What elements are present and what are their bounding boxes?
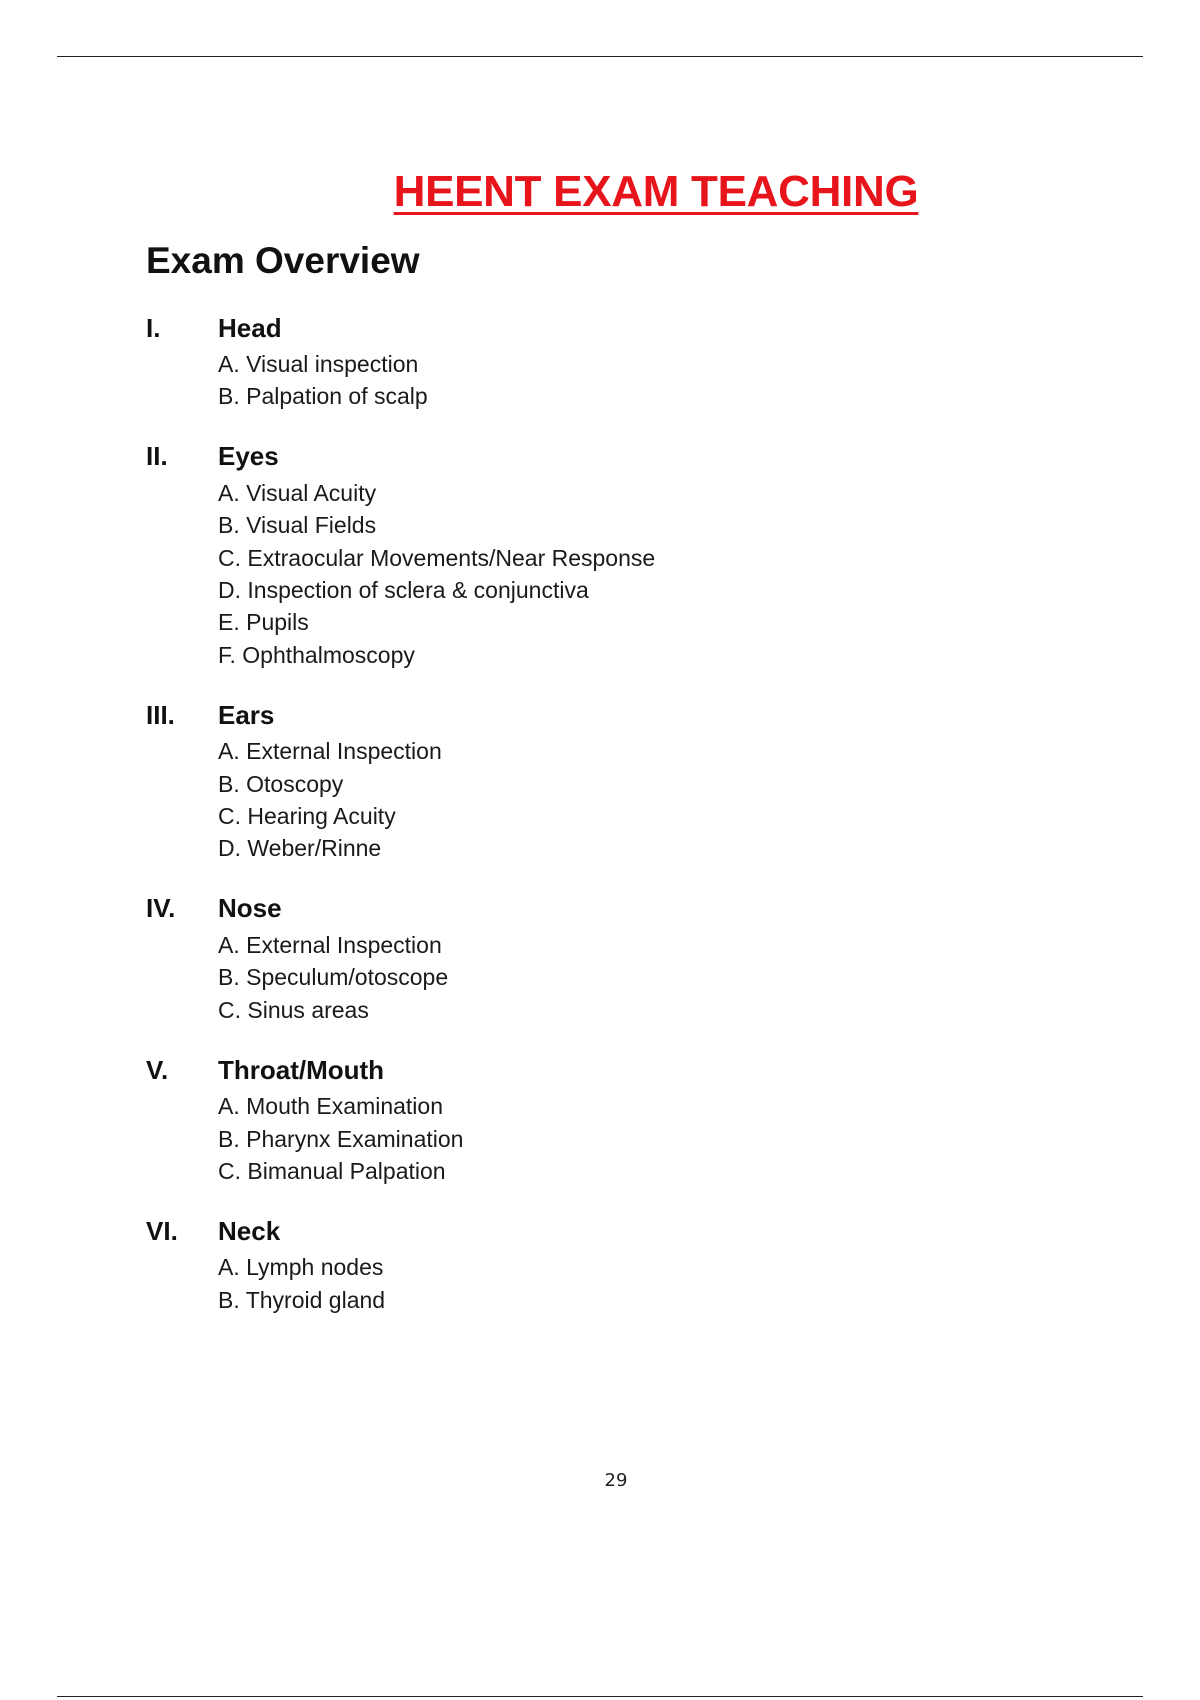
list-item: C. Hearing Acuity	[218, 803, 396, 830]
section-header	[146, 695, 1046, 735]
outline-section-throat-mouth	[146, 1050, 1046, 1187]
section-title: Nose	[218, 893, 282, 924]
exam-outline	[146, 308, 1046, 1340]
section-title: Throat/Mouth	[218, 1054, 385, 1085]
document-title: HEENT EXAM TEACHING	[393, 167, 919, 216]
outline-section-nose	[146, 889, 1046, 1026]
list-item: C. Extraocular Movements/Near Response	[218, 544, 656, 571]
list-item: A. External Inspection	[218, 931, 442, 958]
section-numeral: IV.	[146, 893, 176, 924]
list-item: A. External Inspection	[218, 738, 442, 765]
list-item: B. Thyroid gland	[218, 1286, 386, 1313]
list-item: A. Lymph nodes	[218, 1254, 384, 1281]
list-item: C. Sinus areas	[218, 996, 369, 1023]
bottom-rule	[57, 1696, 1143, 1697]
list-item: B. Pharynx Examination	[218, 1125, 464, 1152]
outline-section-neck	[146, 1211, 1046, 1316]
list-item: A. Visual Acuity	[218, 479, 377, 506]
list-item: B. Otoscopy	[218, 770, 344, 797]
list-item: B. Visual Fields	[218, 512, 377, 539]
outline-section-head	[146, 308, 1046, 413]
section-header	[146, 889, 1046, 929]
list-item: E. Pupils	[218, 609, 309, 636]
section-title: Head	[218, 312, 282, 343]
section-title: Neck	[218, 1215, 281, 1246]
list-item: C. Bimanual Palpation	[218, 1157, 446, 1184]
section-numeral: V.	[146, 1054, 169, 1085]
section-items	[146, 929, 1046, 1026]
list-item: F. Ophthalmoscopy	[218, 641, 415, 668]
exam-overview-heading: Exam Overview	[146, 240, 420, 281]
list-item: D. Inspection of sclera & conjunctiva	[218, 577, 589, 604]
section-items	[146, 1251, 1046, 1316]
outline-section-eyes	[146, 437, 1046, 671]
outline-section-ears	[146, 695, 1046, 865]
list-item: B. Speculum/otoscope	[218, 964, 449, 991]
section-title: Ears	[218, 699, 275, 730]
section-items	[146, 348, 1046, 413]
section-items	[146, 1090, 1046, 1187]
section-title: Eyes	[218, 441, 279, 472]
section-numeral: VI.	[146, 1215, 178, 1246]
section-numeral: II.	[146, 441, 168, 472]
section-items	[146, 477, 1046, 671]
top-rule	[57, 56, 1143, 57]
section-header	[146, 437, 1046, 477]
section-header	[146, 1050, 1046, 1090]
list-item: A. Mouth Examination	[218, 1093, 444, 1120]
section-numeral: III.	[146, 699, 175, 730]
list-item: D. Weber/Rinne	[218, 835, 382, 862]
list-item: A. Visual inspection	[218, 351, 419, 377]
section-header	[146, 1211, 1046, 1251]
section-header	[146, 308, 1046, 348]
section-numeral: I.	[146, 312, 161, 343]
list-item: B. Palpation of scalp	[218, 383, 428, 410]
page-number: 29	[604, 1470, 628, 1491]
section-items	[146, 735, 1046, 865]
